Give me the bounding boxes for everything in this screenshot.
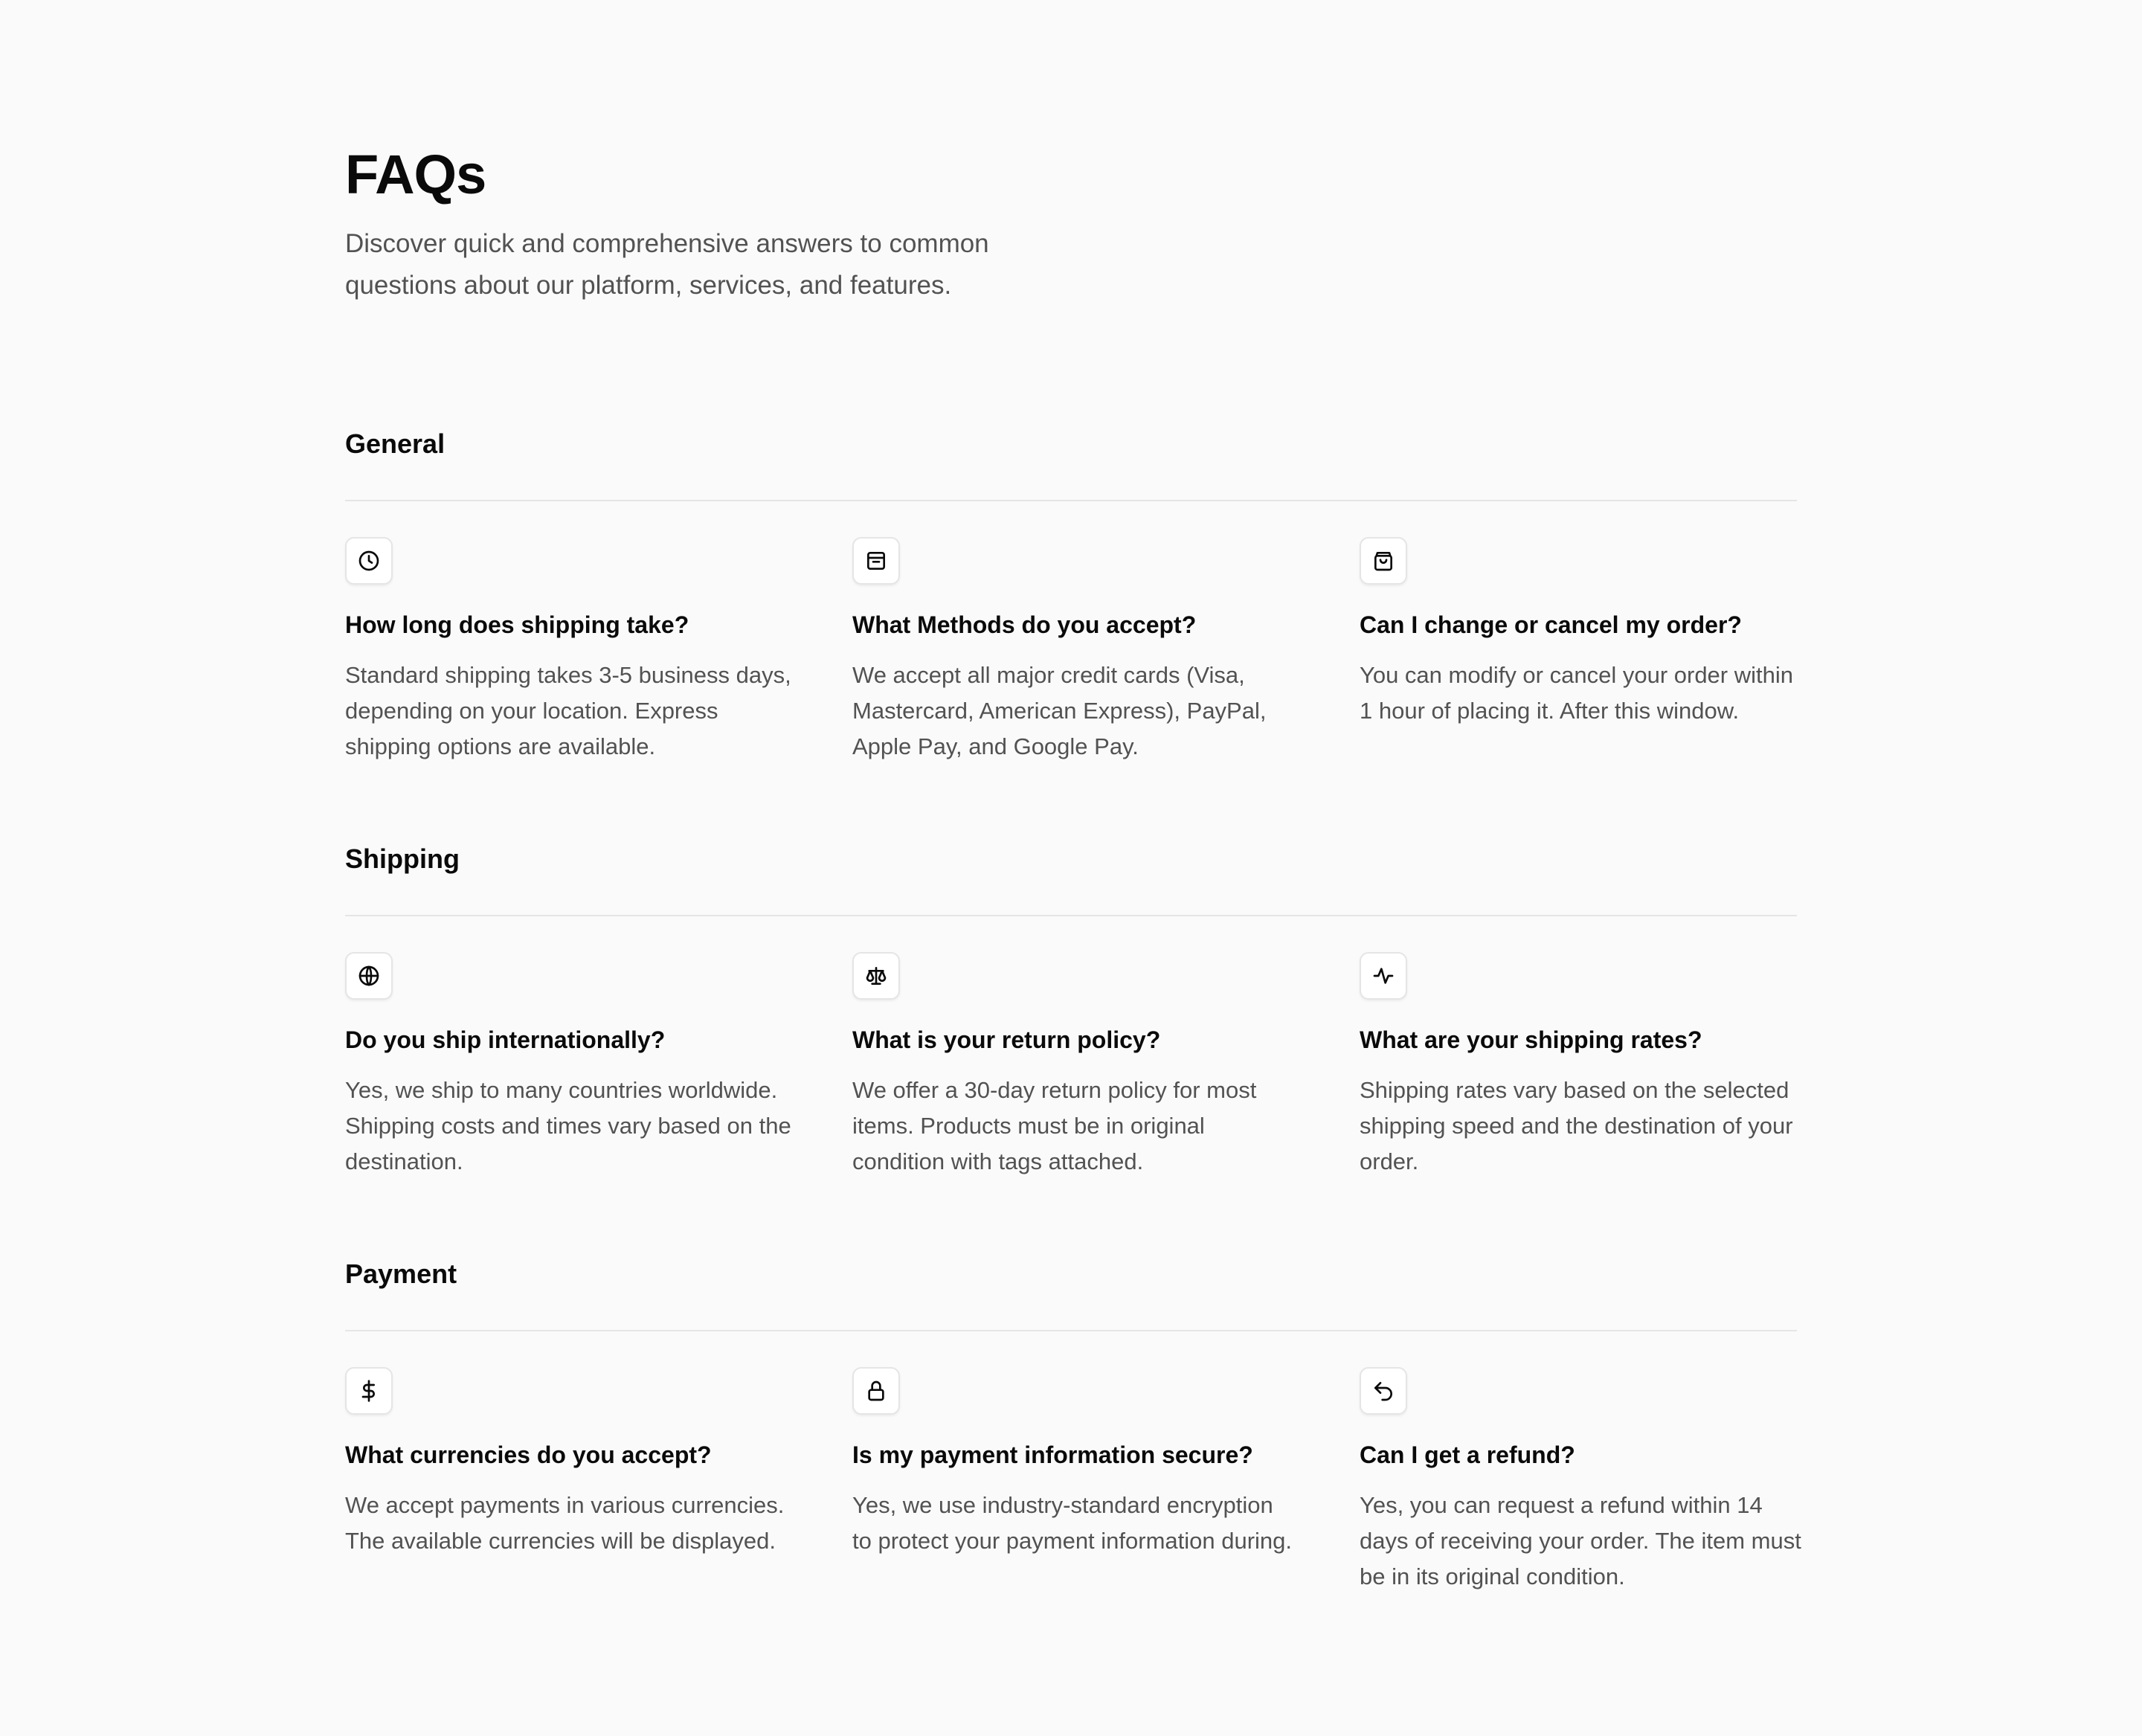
section-shipping — [345, 842, 1797, 1180]
section-title: Payment — [345, 1258, 457, 1289]
faq-answer: Yes, we use industry-standard encryption to protect your payment information during. — [852, 1492, 1293, 1554]
faq-question: Can I change or cancel my order? — [1360, 611, 1742, 638]
faq-answer: Yes, we ship to many countries worldwide. Shipping costs and times vary based on the destination. — [345, 1077, 791, 1174]
globe-icon — [345, 952, 393, 1000]
section-payment — [345, 1257, 1801, 1595]
faq-answer: Shipping rates vary based on the selected shipping speed and the destination of your order. — [1360, 1077, 1793, 1174]
faq-answer: Yes, you can request a refund within 14 days of receiving your order. The item must be in its original condition. — [1360, 1492, 1801, 1589]
faq-item — [852, 952, 1360, 1180]
section-divider — [345, 500, 1797, 501]
section-general — [345, 427, 1797, 765]
faq-answer: You can modify or cancel your order within 1 hour of placing it. After this window. — [1360, 662, 1793, 724]
faq-answer: Standard shipping takes 3-5 business days, depending on your location. Express shipping options are available. — [345, 662, 791, 759]
faq-item — [1360, 537, 1867, 765]
dollar-icon — [345, 1367, 393, 1415]
faq-question: Do you ship internationally? — [345, 1026, 666, 1053]
activity-icon — [1360, 952, 1407, 1000]
faq-answer: We accept all major credit cards (Visa, Mastercard, American Express), PayPal, Apple Pay, and Google Pay. — [852, 662, 1267, 759]
section-divider — [345, 1330, 1797, 1331]
faq-item — [345, 1367, 852, 1595]
faq-item — [1360, 952, 1867, 1180]
faq-answer: We offer a 30-day return policy for most items. Products must be in original condition with tags attached. — [852, 1077, 1257, 1174]
clock-icon — [345, 537, 393, 585]
page-title: FAQs — [345, 144, 486, 205]
shopping-bag-icon — [1360, 537, 1407, 585]
section-title: General — [345, 428, 446, 459]
faq-question: What are your shipping rates? — [1360, 1026, 1702, 1053]
faq-item — [1360, 1367, 1867, 1595]
section-divider — [345, 915, 1797, 916]
page-subtitle: Discover quick and comprehensive answers to common questions about our platform, services, and features. — [345, 229, 989, 300]
faq-question: What is your return policy? — [852, 1026, 1161, 1053]
faq-question: Can I get a refund? — [1360, 1441, 1575, 1468]
section-title: Shipping — [345, 843, 460, 874]
faq-answer: We accept payments in various currencies. The available currencies will be displayed. — [345, 1492, 785, 1554]
faq-question: How long does shipping take? — [345, 611, 689, 638]
faq-question: Is my payment information secure? — [852, 1441, 1253, 1468]
undo-icon — [1360, 1367, 1407, 1415]
faq-page — [345, 141, 1801, 1595]
wallet-icon — [852, 537, 900, 585]
faq-question: What Methods do you accept? — [852, 611, 1197, 638]
faq-item — [852, 537, 1360, 765]
faq-item — [345, 952, 852, 1180]
lock-icon — [852, 1367, 900, 1415]
scale-icon — [852, 952, 900, 1000]
faq-item — [345, 537, 852, 765]
faq-item — [852, 1367, 1360, 1595]
faq-question: What currencies do you accept? — [345, 1441, 712, 1468]
